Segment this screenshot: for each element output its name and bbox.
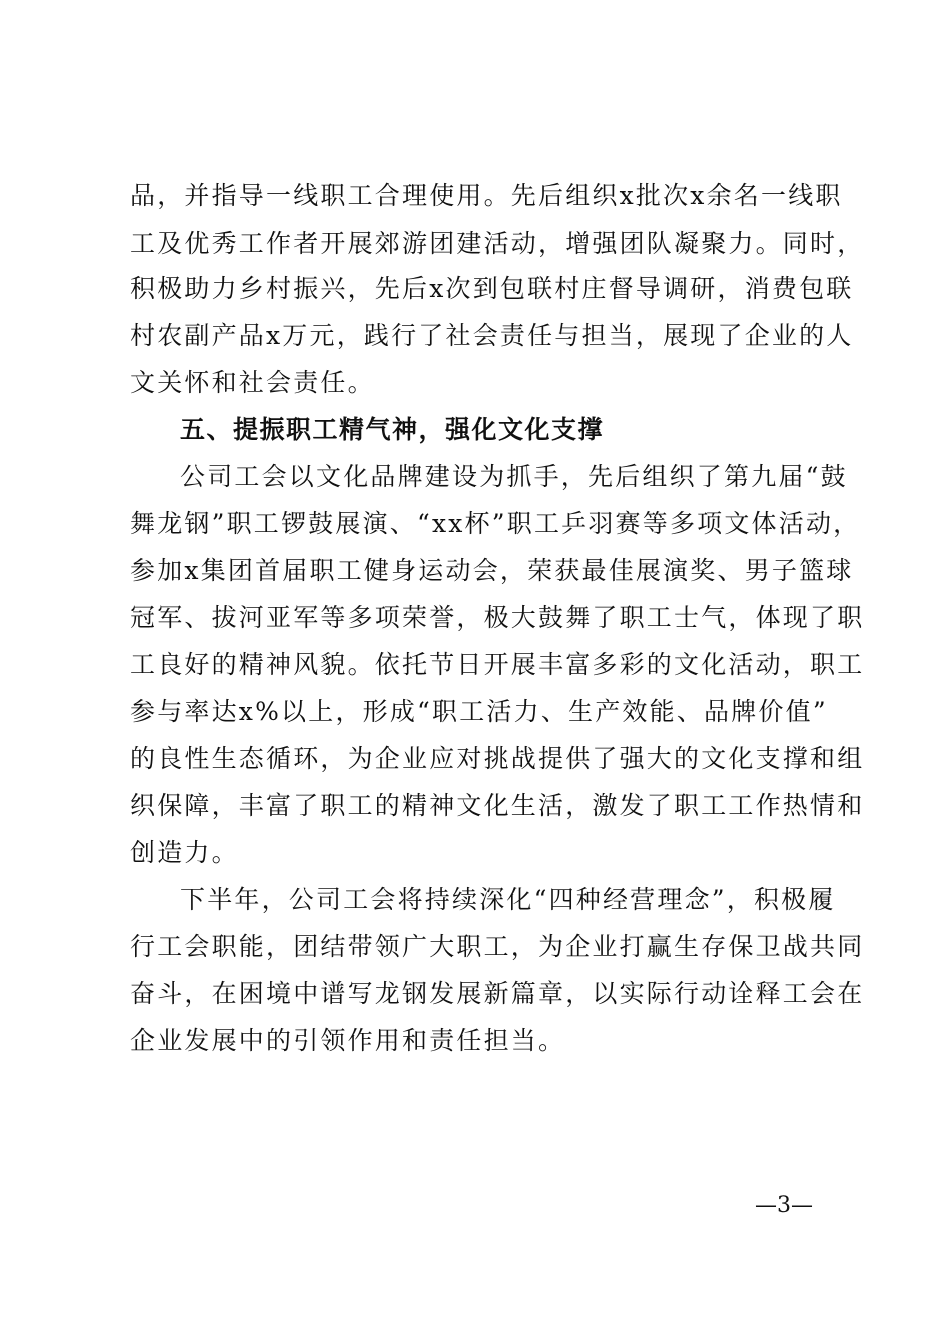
text-line: 村农副产品x万元，践行了社会责任与担当，展现了企业的人 [130, 321, 854, 350]
text-line: 公司工会以文化品牌建设为抓手，先后组织了第九届“鼓 [180, 462, 848, 491]
text-line: 参与率达x%以上，形成“职工活力、生产效能、品牌价值” [130, 697, 828, 726]
text-line: 工及优秀工作者开展郊游团建活动，增强团队凝聚力。同时， [130, 229, 865, 258]
text-line: 下半年，公司工会将持续深化“四种经营理念”，积极履 [180, 885, 836, 914]
text-line: 的良性生态循环，为企业应对挑战提供了强大的文化支撑和组 [130, 744, 865, 773]
text-line: 企业发展中的引领作用和责任担当。 [130, 1026, 566, 1055]
text-line: 参加x集团首届职工健身运动会，荣获最佳展演奖、男子篮球 [130, 556, 854, 585]
text-line: 积极助力乡村振兴，先后x次到包联村庄督导调研，消费包联 [130, 274, 854, 303]
section-heading: 五、提振职工精气神，强化文化支撑 [180, 415, 605, 444]
text-line: 创造力。 [130, 838, 239, 867]
page-number: —3— [755, 1193, 813, 1218]
text-line: 舞龙钢”职工锣鼓展演、“xx杯”职工乒羽赛等多项文体活动， [130, 509, 861, 538]
text-line: 工良好的精神风貌。依托节日开展丰富多彩的文化活动，职工 [130, 650, 865, 679]
text-line: 文关怀和社会责任。 [130, 368, 375, 397]
text-line: 冠军、拔河亚军等多项荣誉，极大鼓舞了职工士气，体现了职 [130, 603, 865, 632]
text-line: 织保障，丰富了职工的精神文化生活，激发了职工工作热情和 [130, 791, 865, 820]
text-line: 行工会职能，团结带领广大职工，为企业打赢生存保卫战共同 [130, 932, 865, 961]
text-line: 品，并指导一线职工合理使用。先后组织x批次x余名一线职 [130, 181, 843, 210]
text-line: 奋斗，在困境中谱写龙钢发展新篇章，以实际行动诠释工会在 [130, 979, 865, 1008]
